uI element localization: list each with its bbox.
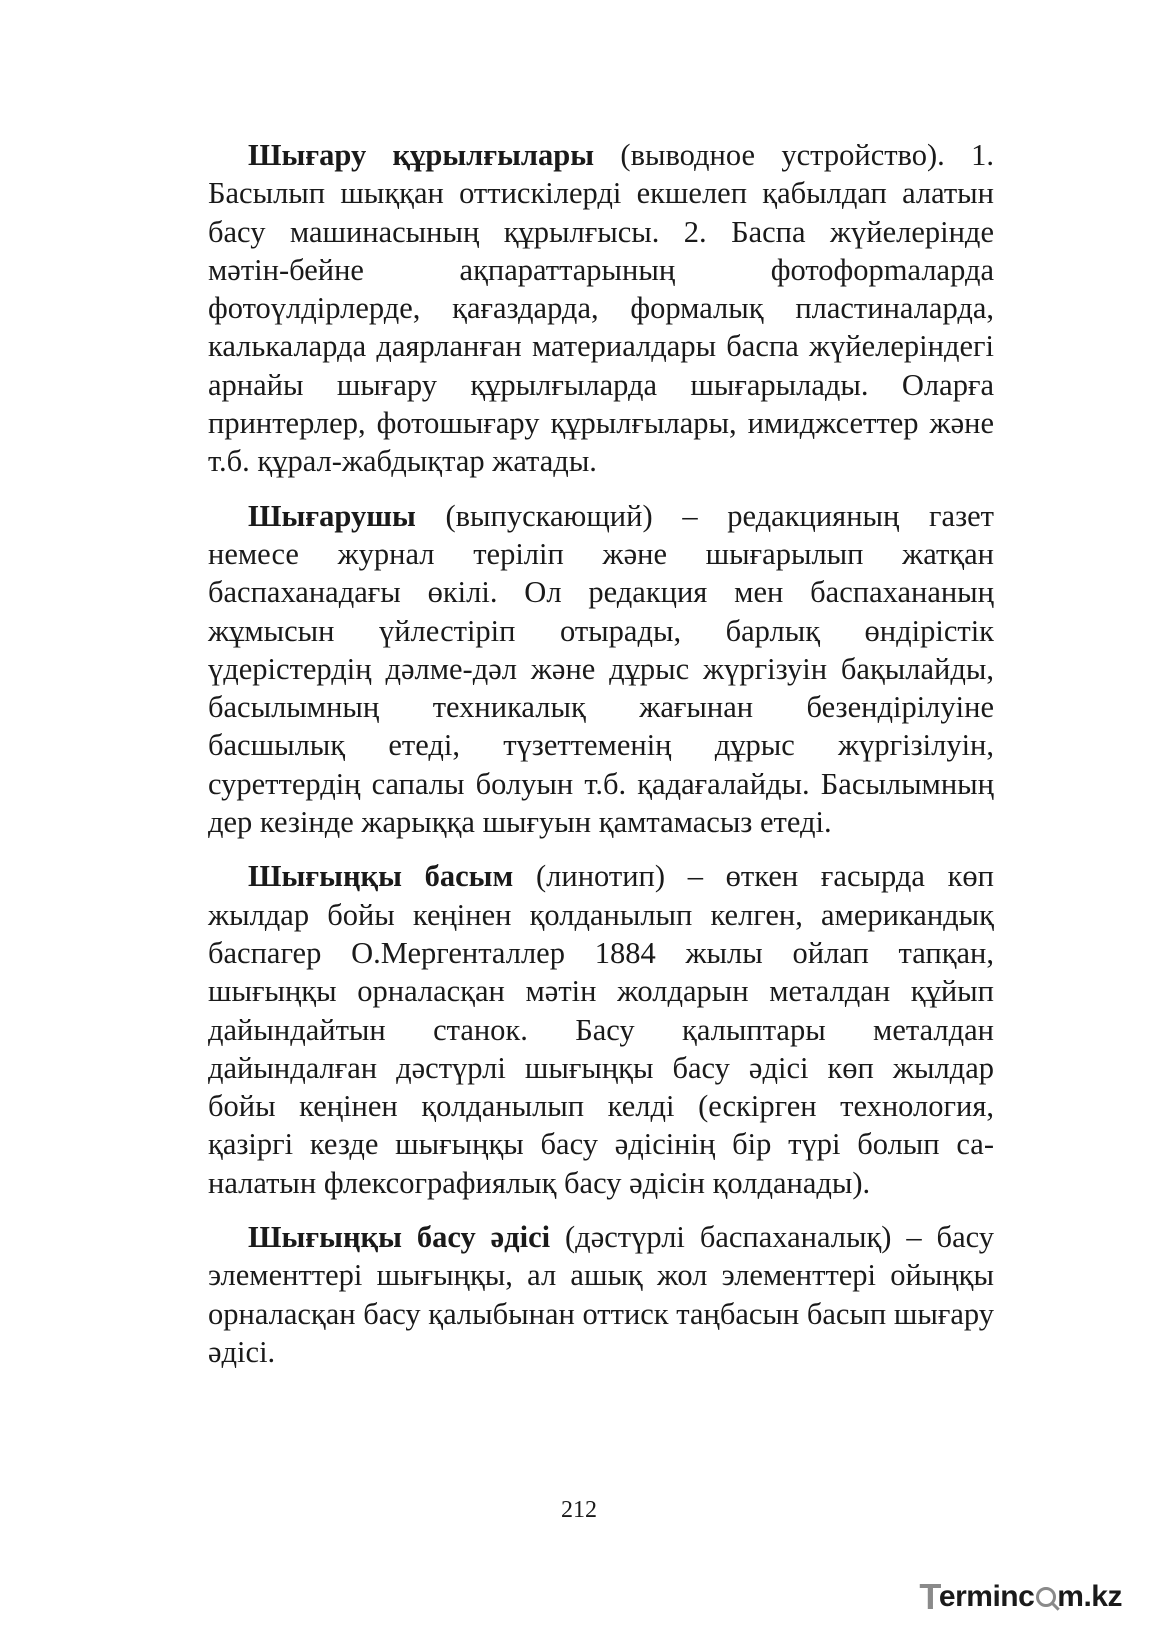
entry-definition: (дәстүрлі баспаханалық) – басу элементтері шығыңқы, ал ашық жол элементтері ойыңқы орналасқан басу қалыбынан оттиск таңбасын басып шығару әдісі.	[208, 1220, 995, 1369]
dictionary-entry	[208, 136, 994, 481]
page-number: 212	[561, 1497, 597, 1523]
watermark-text-start: erminc	[938, 1580, 1035, 1613]
page-body	[208, 136, 994, 1387]
entry-term: Шығару құрылғылары	[248, 138, 595, 172]
entry-definition: (линотип) – өткен ғасырда көп жылдар бойы кеңінен қолданылып келген, американдық баспагер О.Мергенталлер 1884 жылы ойлап тапқан, шығыңқы орналасқан мәтін жолдарын металдан құйып дайындайтын станок. Басу қалыптары металдан дайындалған дәстүрлі шығыңқы басу әдісі көп жылдар бойы кеңінен қолданылып келді (ескірген технология, қазіргі кезде шығыңқы басу әдісінің бір түрі болып саналатын флексографиялық басу әдісін қолданады).	[208, 859, 994, 1200]
entry-term: Шығарушы	[248, 498, 416, 533]
entry-definition: (выпускающий) – редакцияның газет немесе журнал теріліп және шығарылып жатқан баспаханадағы өкілі. Ол редакция мен баспахананың жұмысын үйлестіріп отырады, барлық өндірістік үдерістердің дәлме-дәл және дұрыс жүргізуін бақылайды, басылымның техникалық жағынан безендірілуіне басшылық етеді, түзеттеменің дұрыс жүргізілуін, суреттердің сапалы болуын т.б. қадағалайды. Басылымның дер кезінде жарыққа шығуын қамтамасыз етеді.	[208, 498, 994, 840]
watermark-logo	[919, 1575, 1122, 1619]
dictionary-entry	[208, 857, 994, 1202]
dictionary-entry	[208, 1218, 994, 1371]
watermark-initial: T	[919, 1576, 941, 1617]
watermark-text-end: m.kz	[1057, 1580, 1122, 1613]
entry-term: Шығыңқы басым	[248, 859, 514, 894]
entry-term: Шығыңқы басу әдісі	[248, 1220, 551, 1255]
entry-definition: (выводное устройство). 1. Басылып шыққан оттискілерді екшелеп қабылдап алатын басу машинасының құрылғысы. 2. Баспа жүйелерінде мәтін-бейне ақпараттарының фотофорmаларда фотоүлдірлерде, қағаздарда, формалық пластиналарда, калькаларда даярланған материалдары баспа жүйелеріндегі арнайы шығару құрылғыларда шығарылады. Оларға принтерлер, фотошығару құрылғылары, имиджсеттер және т.б. құрал-жабдықтар жатады.	[208, 138, 994, 479]
dictionary-entry	[208, 497, 994, 842]
search-icon	[1036, 1587, 1056, 1607]
